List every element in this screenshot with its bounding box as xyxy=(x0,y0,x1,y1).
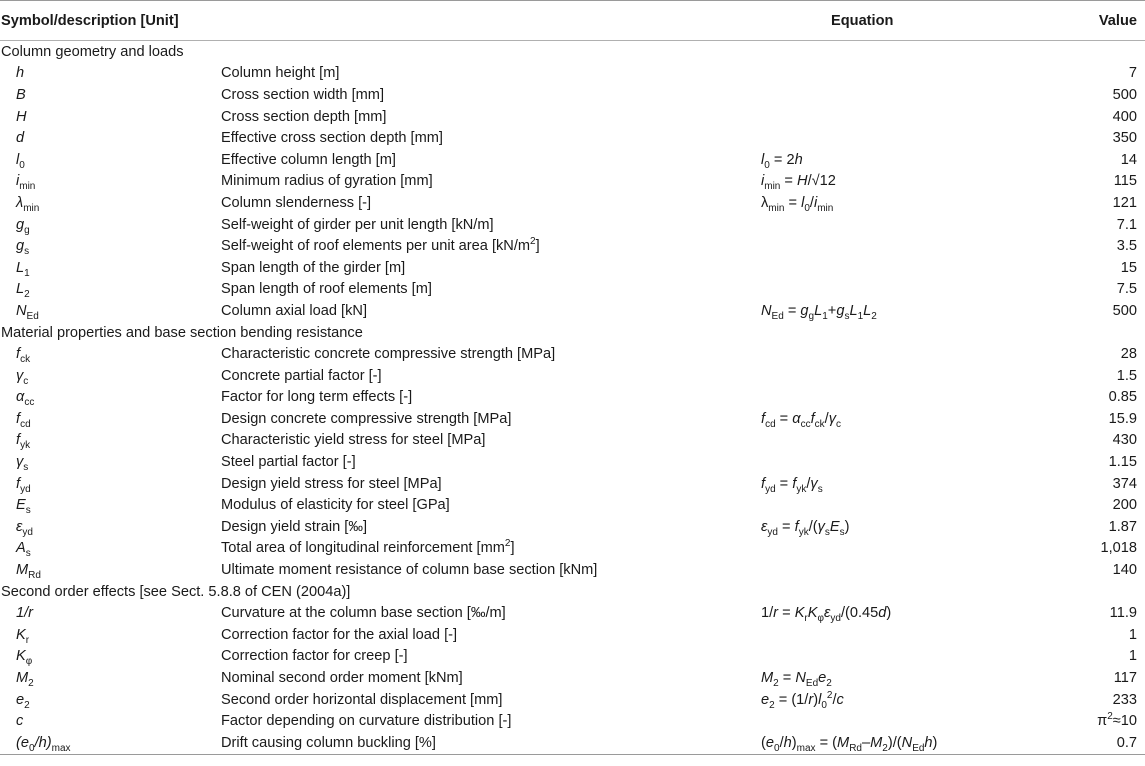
table-row xyxy=(0,689,1145,711)
description-cell: Self-weight of girder per unit length [kN/m] xyxy=(221,216,494,233)
value-cell: 117 xyxy=(1113,670,1137,687)
description-cell: Concrete partial factor [-] xyxy=(221,367,382,384)
equation-cell xyxy=(761,430,1051,452)
section-heading-row xyxy=(0,41,1145,63)
description-cell: Nominal second order moment [kNm] xyxy=(221,670,463,687)
symbol-cell: $\varepsilon_{yd}$ xyxy=(16,518,33,538)
value-cell: 430 xyxy=(1112,432,1137,449)
description-cell: Characteristic yield stress for steel [MPa] xyxy=(221,432,486,449)
table-row xyxy=(0,365,1145,387)
value-cell: 121 xyxy=(1112,194,1137,211)
symbol-cell: $f_{cd}$ xyxy=(16,410,31,430)
symbol-cell: $f_{yk}$ xyxy=(16,432,31,452)
table-row xyxy=(0,127,1145,149)
table-row xyxy=(0,624,1145,646)
table-row xyxy=(0,408,1145,430)
table-row xyxy=(0,235,1145,257)
equation-cell xyxy=(761,279,1051,301)
table-row xyxy=(0,171,1145,193)
value-cell: 28 xyxy=(1120,346,1137,363)
table-row xyxy=(0,494,1145,516)
section-heading: Second order effects [see Sect. 5.8.8 of CEN (2004a)] xyxy=(1,583,351,600)
value-cell: 1 xyxy=(1128,648,1137,665)
description-cell: Design concrete compressive strength [MPa] xyxy=(221,410,512,427)
symbol-cell: $L_1$ xyxy=(16,259,30,279)
description-cell: Ultimate moment resistance of column base section [kNm] xyxy=(221,562,598,579)
symbol-cell: $\lambda_{min}$ xyxy=(16,194,40,214)
equation-cell xyxy=(761,538,1051,560)
table-row xyxy=(0,192,1145,214)
description-cell: Factor depending on curvature distribution [-] xyxy=(221,713,512,730)
header-equation: Equation xyxy=(761,1,1051,41)
value-cell: 7.5 xyxy=(1116,281,1137,298)
value-cell: 1 xyxy=(1128,626,1137,643)
symbol-cell: $M_{Rd}$ xyxy=(16,562,41,581)
description-cell: Correction factor for the axial load [-] xyxy=(221,626,458,643)
equation-cell xyxy=(761,646,1051,668)
table-row xyxy=(0,516,1145,538)
header-symbol-description: Symbol/description [Unit] xyxy=(0,1,761,41)
table-row xyxy=(0,279,1145,301)
value-cell: 200 xyxy=(1112,497,1137,514)
description-cell: Column slenderness [-] xyxy=(221,194,372,211)
table-row xyxy=(0,149,1145,171)
value-cell: 115 xyxy=(1113,173,1137,190)
equation-cell: $N_{Ed} = g_gL_1+g_sL_1L_2$ xyxy=(761,302,877,322)
symbol-cell: $A_s$ xyxy=(16,540,31,560)
description-cell: Modulus of elasticity for steel [GPa] xyxy=(221,497,450,514)
table-row xyxy=(0,63,1145,85)
equation-cell: $(e_0/h)_{max} = (M_{Rd}-M_2)/(N_{Ed}h)$ xyxy=(761,732,1051,754)
symbol-cell: $K_r$ xyxy=(16,626,30,646)
symbol-cell: $i_{min}$ xyxy=(16,173,36,193)
symbol-cell: $\gamma_c$ xyxy=(16,367,29,387)
description-cell: Span length of roof elements [m] xyxy=(221,281,432,298)
description-cell: Drift causing column buckling [%] xyxy=(221,732,761,754)
header-value: Value xyxy=(1051,1,1145,41)
description-cell: Column height [m] xyxy=(221,65,340,82)
symbol-cell: $E_s$ xyxy=(16,497,31,517)
value-cell: 3.5 xyxy=(1116,238,1137,255)
description-cell: Span length of the girder [m] xyxy=(221,259,406,276)
equation-cell xyxy=(761,365,1051,387)
symbol-cell: h xyxy=(16,65,25,82)
equation-cell xyxy=(761,387,1051,409)
description-cell: Correction factor for creep [-] xyxy=(221,648,408,665)
equation-cell: $\varepsilon_{yd} = f_{yk}/(\gamma_sE_s)$ xyxy=(761,518,850,538)
equation-cell xyxy=(761,559,1051,581)
symbol-cell: 1/r xyxy=(16,605,34,622)
equation-cell xyxy=(761,63,1051,85)
section-heading-row xyxy=(0,581,1145,603)
equation-cell xyxy=(761,214,1051,236)
description-cell: Design yield stress for steel [MPa] xyxy=(221,475,442,492)
table-row xyxy=(0,451,1145,473)
section-heading: Column geometry and loads xyxy=(1,43,184,60)
table-row xyxy=(0,710,1145,732)
description-cell: Total area of longitudinal reinforcement $[mm^2]$ xyxy=(221,538,515,557)
description-cell: Effective column length [m] xyxy=(221,151,396,168)
symbol-cell: $g_g$ xyxy=(16,216,30,236)
table-body xyxy=(0,41,1145,755)
symbol-cell: $e_2$ xyxy=(16,691,30,711)
equation-cell xyxy=(761,84,1051,106)
table-row xyxy=(0,646,1145,668)
symbol-cell: $\alpha_{cc}$ xyxy=(16,389,35,409)
value-cell: 1.87 xyxy=(1108,518,1137,535)
equation-cell xyxy=(761,710,1051,732)
table-row xyxy=(0,602,1145,624)
equation-cell: $e_2 = (1/r)l_0^2/c$ xyxy=(761,689,844,711)
symbol-cell: $l_0$ xyxy=(16,151,25,171)
table-row xyxy=(0,473,1145,495)
symbol-cell: c xyxy=(16,713,24,730)
equation-cell xyxy=(761,451,1051,473)
value-cell: 15 xyxy=(1120,259,1137,276)
value-cell: 1.15 xyxy=(1108,454,1137,471)
description-cell: Second order horizontal displacement [mm] xyxy=(221,691,503,708)
section-heading-row xyxy=(0,322,1145,344)
table-row xyxy=(0,106,1145,128)
description-cell: Minimum radius of gyration [mm] xyxy=(221,173,433,190)
table-header xyxy=(0,1,1145,41)
description-cell: Characteristic concrete compressive strength [MPa] xyxy=(221,346,556,363)
equation-cell: $1/r = K_rK_\varphi\varepsilon_{yd}/(0.45d)$ xyxy=(761,605,892,625)
value-cell: 140 xyxy=(1112,562,1137,579)
value-cell: 350 xyxy=(1112,130,1137,147)
equation-cell: $\lambda_{min} = l_0/i_{min}$ xyxy=(761,194,834,214)
symbol-cell: $N_{Ed}$ xyxy=(16,302,39,322)
value-cell: 0.85 xyxy=(1108,389,1137,406)
value-cell: 0.7 xyxy=(1051,732,1145,754)
value-cell: 7.1 xyxy=(1116,216,1137,233)
table-row xyxy=(0,257,1145,279)
table-row xyxy=(0,538,1145,560)
value-cell: 374 xyxy=(1112,475,1137,492)
description-cell: Cross section width [mm] xyxy=(221,86,385,103)
value-cell: 500 xyxy=(1112,302,1137,319)
symbol-cell: $g_s$ xyxy=(16,238,30,258)
equation-cell xyxy=(761,127,1051,149)
equation-cell xyxy=(761,494,1051,516)
value-cell: 15.9 xyxy=(1108,410,1137,427)
equation-cell: $f_{yd} = f_{yk}/\gamma_s$ xyxy=(761,475,823,495)
table-row xyxy=(0,343,1145,365)
table-row xyxy=(0,430,1145,452)
description-cell: Factor for long term effects [-] xyxy=(221,389,413,406)
value-cell: 14 xyxy=(1120,151,1137,168)
description-cell: Curvature at the column base section [‰/m] xyxy=(221,605,506,622)
equation-cell: $M_2 = N_{Ed}e_2$ xyxy=(761,670,832,689)
value-cell: 400 xyxy=(1112,108,1137,125)
table-row xyxy=(0,667,1145,689)
description-cell: Steel partial factor [-] xyxy=(221,454,356,471)
symbol-cell: $\gamma_s$ xyxy=(16,454,29,473)
description-cell: Self-weight of roof elements per unit area $[kN/m^2]$ xyxy=(221,236,540,255)
equation-cell xyxy=(761,257,1051,279)
value-cell: 11.9 xyxy=(1109,605,1137,622)
symbol-cell: B xyxy=(16,86,26,103)
description-cell: Design yield strain [‰] xyxy=(221,518,367,535)
symbol-cell: $f_{yd}$ xyxy=(16,475,31,495)
table-row xyxy=(0,84,1145,106)
value-cell: 500 xyxy=(1112,86,1137,103)
symbol-cell: d xyxy=(16,130,25,147)
symbol-cell: $K_\varphi$ xyxy=(16,648,33,668)
equation-cell: $l_0 = 2h$ xyxy=(761,151,803,171)
symbol-cell: $f_{ck}$ xyxy=(16,346,31,366)
symbol-cell: $M_2$ xyxy=(16,670,34,689)
equation-cell xyxy=(761,106,1051,128)
description-cell: Effective cross section depth [mm] xyxy=(221,130,443,147)
equation-cell xyxy=(761,343,1051,365)
table-row xyxy=(0,387,1145,409)
section-heading: Material properties and base section bending resistance xyxy=(1,324,363,341)
table-row xyxy=(0,300,1145,322)
value-cell: 1,018 xyxy=(1100,540,1137,557)
table-row xyxy=(0,214,1145,236)
symbol-cell: $(e_0/h)_{max}$ xyxy=(0,732,221,754)
value-cell: 233 xyxy=(1112,691,1137,708)
description-cell: Cross section depth [mm] xyxy=(221,108,387,125)
equation-cell xyxy=(761,624,1051,646)
description-cell: Column axial load [kN] xyxy=(221,302,368,319)
value-cell: 1.5 xyxy=(1116,367,1137,384)
table-row xyxy=(0,559,1145,581)
table-row xyxy=(0,732,1145,754)
value-cell: $\pi^2\approx 10$ xyxy=(1097,711,1137,730)
symbol-cell: $L_2$ xyxy=(16,281,30,301)
equation-cell: $i_{min} = H/√12$ xyxy=(761,173,836,193)
equation-cell: $f_{cd} = \alpha_{cc}f_{ck}/\gamma_c$ xyxy=(761,410,842,430)
value-cell: 7 xyxy=(1128,65,1137,82)
equation-cell xyxy=(761,235,1051,257)
symbol-cell: H xyxy=(16,108,27,125)
